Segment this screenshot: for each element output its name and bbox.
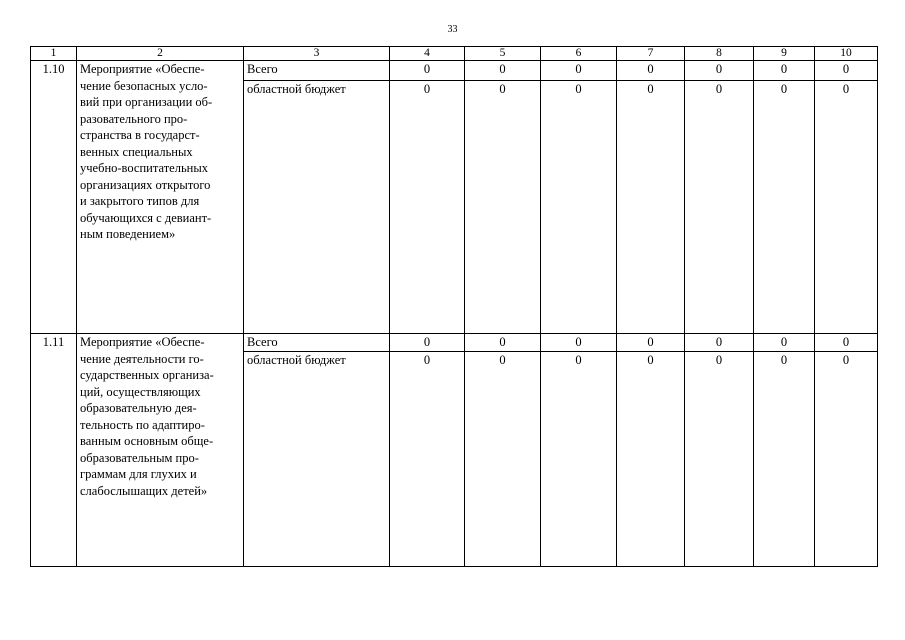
funding-source: Всего [244, 334, 390, 352]
value-cell: 0 [465, 81, 541, 334]
value-cell: 0 [685, 81, 754, 334]
header-cell: 2 [77, 47, 244, 61]
value-cell: 0 [541, 334, 617, 352]
header-cell: 10 [815, 47, 878, 61]
value-cell: 0 [754, 334, 815, 352]
value-cell: 0 [754, 351, 815, 566]
funding-source: областной бюджет [244, 351, 390, 566]
value-cell: 0 [390, 81, 465, 334]
funding-source: Всего [244, 61, 390, 81]
value-cell: 0 [390, 351, 465, 566]
value-cell: 0 [815, 334, 878, 352]
value-cell: 0 [617, 81, 685, 334]
activity-description: Мероприятие «Обеспе- чение безопасных усло- вий при организации об- разовательного про- странства в государст- венных специальных учебно-воспитательных организациях открытого и закрытого типов для обучающихся с девиант- ным поведением» [77, 61, 244, 334]
funding-source: областной бюджет [244, 81, 390, 334]
value-cell: 0 [465, 351, 541, 566]
value-cell: 0 [390, 334, 465, 352]
value-cell: 0 [685, 351, 754, 566]
row-number: 1.10 [31, 61, 77, 334]
value-cell: 0 [541, 61, 617, 81]
header-cell: 9 [754, 47, 815, 61]
value-cell: 0 [685, 61, 754, 81]
value-cell: 0 [617, 334, 685, 352]
table-row [31, 61, 878, 81]
header-cell: 6 [541, 47, 617, 61]
value-cell: 0 [617, 351, 685, 566]
value-cell: 0 [465, 334, 541, 352]
activity-description: Мероприятие «Обеспе- чение деятельности го- сударственных организа- ций, осуществляющих образовательную дея- тельность по адаптиро- ванным основным обще- образовательным про- граммам для глухих и слабослышащих детей» [77, 334, 244, 567]
value-cell: 0 [815, 351, 878, 566]
header-cell: 3 [244, 47, 390, 61]
page-number: 33 [447, 24, 458, 35]
value-cell: 0 [465, 61, 541, 81]
table-row [31, 334, 878, 352]
value-cell: 0 [390, 61, 465, 81]
value-cell: 0 [754, 61, 815, 81]
header-cell: 8 [685, 47, 754, 61]
budget-table [30, 46, 878, 567]
header-cell: 4 [390, 47, 465, 61]
value-cell: 0 [685, 334, 754, 352]
value-cell: 0 [541, 351, 617, 566]
header-row [31, 47, 878, 61]
header-cell: 1 [31, 47, 77, 61]
row-number: 1.11 [31, 334, 77, 567]
header-cell: 5 [465, 47, 541, 61]
value-cell: 0 [541, 81, 617, 334]
value-cell: 0 [617, 61, 685, 81]
value-cell: 0 [754, 81, 815, 334]
header-cell: 7 [617, 47, 685, 61]
value-cell: 0 [815, 81, 878, 334]
value-cell: 0 [815, 61, 878, 81]
